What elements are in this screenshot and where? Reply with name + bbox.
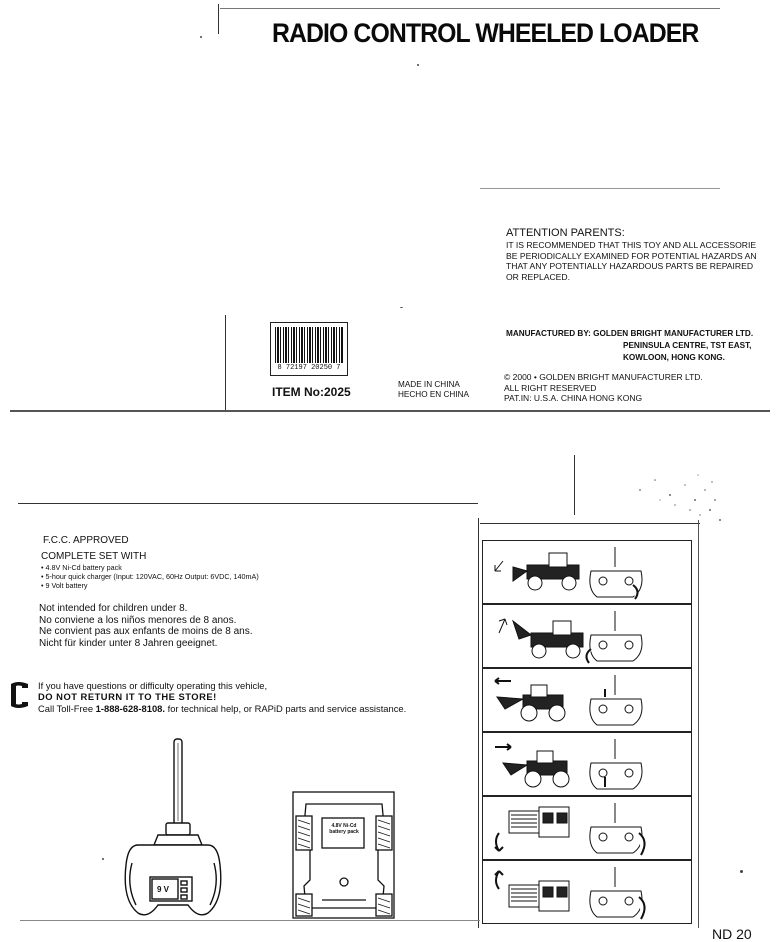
fold-line bbox=[10, 410, 770, 412]
patent-line: PAT.IN: U.S.A. CHINA HONG KONG bbox=[504, 393, 643, 403]
transmitter-icon bbox=[590, 867, 645, 919]
fold-line bbox=[698, 520, 699, 928]
fold-line bbox=[218, 4, 219, 34]
loader-bucket-down-icon bbox=[495, 553, 579, 590]
instruction-panel-bucket-up bbox=[482, 604, 692, 668]
attention-block bbox=[506, 227, 776, 282]
copyright-line: © 2000 • GOLDEN BRIGHT MANUFACTURER LTD. bbox=[504, 372, 703, 382]
loader-bucket-up-icon bbox=[499, 619, 583, 658]
item-number: ITEM No:2025 bbox=[272, 385, 351, 399]
scan-speck bbox=[400, 307, 403, 308]
attention-line: IT IS RECOMMENDED THAT THIS TOY AND ALL ACCESSORIE bbox=[506, 240, 757, 250]
scan-speck bbox=[740, 870, 743, 873]
loader-turn-left-icon bbox=[495, 807, 569, 851]
instruction-panel-bucket-down bbox=[482, 540, 692, 604]
instruction-panel-reverse bbox=[482, 668, 692, 732]
origin-english: MADE IN CHINA bbox=[398, 380, 460, 389]
origin-block bbox=[398, 380, 469, 400]
battery-pack-illustration bbox=[292, 790, 396, 920]
complete-set bbox=[41, 551, 259, 590]
age-warning-spanish: No conviene a los niños menores de 8 anos. bbox=[39, 614, 237, 626]
transmitter-icon bbox=[590, 547, 642, 599]
help-line: If you have questions or difficulty operating this vehicle, bbox=[38, 680, 268, 691]
help-block bbox=[38, 680, 406, 714]
scan-speck bbox=[200, 36, 202, 38]
battery-compartment-label: 9 V bbox=[157, 885, 170, 894]
age-warning-french: Ne convient pas aux enfants de moins de 8 ans. bbox=[39, 626, 253, 638]
attention-line: OR REPLACED. bbox=[506, 271, 570, 282]
loader-forward-icon bbox=[495, 744, 569, 787]
barcode-bars bbox=[275, 327, 343, 363]
battery-pack-label bbox=[324, 823, 364, 835]
battery-pack-label-line: 4.8V Ni-Cd bbox=[331, 823, 357, 829]
battery-pack-label-line: battery pack bbox=[329, 829, 359, 835]
scan-speck bbox=[417, 64, 419, 66]
phone-icon bbox=[8, 680, 32, 710]
fold-line bbox=[20, 920, 480, 921]
help-suffix: for technical help, or RAPiD parts and service assistance. bbox=[164, 702, 407, 714]
transmitter-icon bbox=[590, 803, 645, 855]
barcode bbox=[270, 322, 348, 376]
transmitter-icon bbox=[590, 675, 642, 725]
list-item: • 4.8V Ni-Cd battery pack bbox=[41, 563, 259, 572]
attention-line: THAT ANY POTENTIALLY HAZARDOUS PARTS BE REPAIRED bbox=[506, 261, 754, 272]
toll-free-number: 1-888-628-8108. bbox=[95, 702, 165, 714]
manufacturer-line: MANUFACTURED BY: GOLDEN BRIGHT MANUFACTURER LTD. bbox=[506, 329, 754, 338]
loader-reverse-icon bbox=[495, 678, 565, 721]
fold-line bbox=[220, 8, 720, 9]
transmitter-icon bbox=[586, 611, 642, 663]
transmitter-icon bbox=[590, 739, 642, 789]
age-warnings bbox=[39, 603, 252, 649]
scan-speck bbox=[102, 858, 104, 860]
fold-line bbox=[478, 518, 479, 928]
instruction-panel-turn-left bbox=[482, 796, 692, 860]
manufacturer-block bbox=[506, 328, 753, 364]
scan-noise bbox=[600, 460, 730, 530]
list-item: • 5-hour quick charger (Input: 120VAC, 60Hz Output: 6VDC, 140mA) bbox=[41, 572, 259, 581]
age-warning-english: Not intended for children under 8. bbox=[39, 603, 188, 614]
fold-line bbox=[574, 455, 575, 515]
origin-spanish: HECHO EN CHINA bbox=[398, 390, 469, 399]
attention-heading: ATTENTION PARENTS: bbox=[506, 227, 625, 239]
help-prefix: Call Toll-Free bbox=[38, 702, 96, 714]
fold-line bbox=[225, 315, 226, 410]
manufacturer-address: PENINSULA CENTRE, TST EAST, bbox=[623, 341, 752, 350]
attention-line: BE PERIODICALLY EXAMINED FOR POTENTIAL HAZARDS AN bbox=[506, 250, 757, 261]
complete-set-heading: COMPLETE SET WITH bbox=[41, 551, 147, 562]
copyright-block bbox=[504, 372, 703, 404]
fold-line bbox=[18, 503, 478, 504]
list-item: • 9 Volt battery bbox=[41, 581, 259, 590]
handwritten-note: ND 20 bbox=[712, 926, 752, 942]
barcode-number: 8 72197 20250 7 bbox=[277, 364, 341, 372]
age-warning-german: Nicht für kinder unter 8 Jahren geeignet. bbox=[39, 637, 218, 649]
fold-line bbox=[480, 188, 720, 189]
transmitter-illustration bbox=[118, 735, 228, 920]
loader-turn-right-icon bbox=[495, 871, 569, 911]
complete-set-list bbox=[41, 563, 259, 590]
help-line bbox=[38, 703, 406, 714]
instruction-panel-forward bbox=[482, 732, 692, 796]
manufacturer-address: KOWLOON, HONG KONG. bbox=[623, 353, 725, 362]
page-title: RADIO CONTROL WHEELED LOADER bbox=[272, 18, 699, 48]
fcc-approved: F.C.C. APPROVED bbox=[43, 535, 129, 546]
do-not-return: DO NOT RETURN IT TO THE STORE! bbox=[38, 691, 217, 703]
rights-line: ALL RIGHT RESERVED bbox=[504, 382, 597, 393]
instruction-panel-turn-right bbox=[482, 860, 692, 924]
